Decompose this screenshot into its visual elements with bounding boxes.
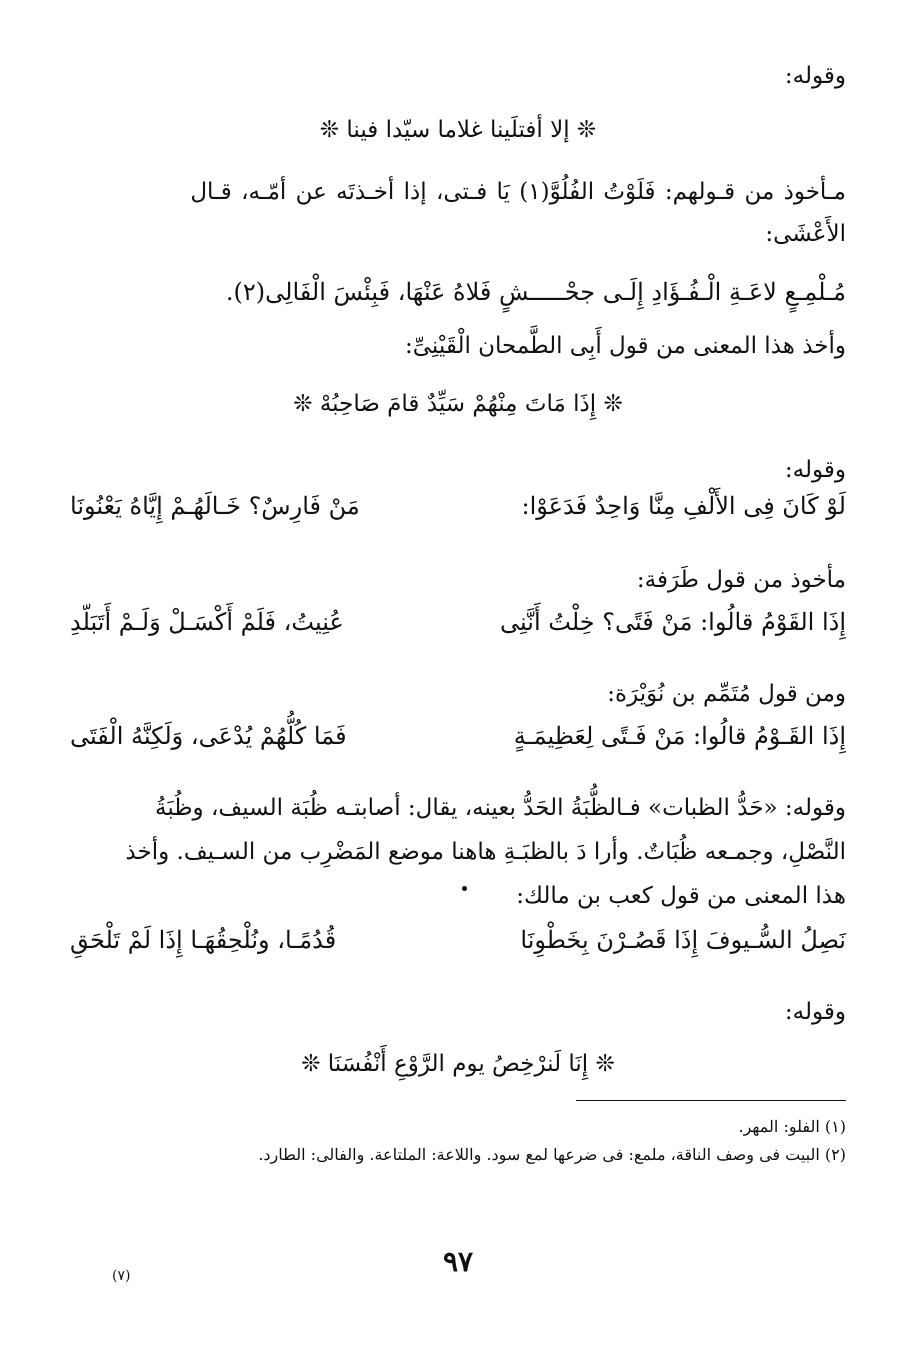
text-line: وقوله: bbox=[784, 457, 846, 483]
footnote-rule bbox=[576, 1100, 846, 1101]
verse-second-hemistich: مَنْ فَارِسٌ؟ خَـالَهُـمْ إِيَّاهُ يَعْنُونَا bbox=[70, 492, 360, 520]
text-line: مأخوذ من قول طَرَفة: bbox=[636, 567, 846, 593]
verse-first-hemistich: إِذَا القَـوْمُ قالُوا: مَنْ فَـتًى لِعَظِيمَـةٍ bbox=[513, 722, 846, 750]
text-line: وقوله: «حَدُّ الظبات» فـالظُّبَةُ الحَدُّ بعينه، يقال: أصابتـه ظُبَة السيف، وظُبَةُ bbox=[154, 795, 846, 821]
text-line: وأخذ هذا المعنى من قول أَبِى الطَّمحان الْقَيْنِىِّ: bbox=[405, 333, 846, 359]
verse-second-hemistich: قُدُمًـا، ونُلْحِقُهَـا إِذَا لَمْ تَلْحَقِ bbox=[70, 926, 337, 954]
verse-fragment: ❊ إِنَا لَنرْخِصُ يوم الرَّوْعِ أَنْفُسَنَا ❊ bbox=[301, 1051, 615, 1077]
verse-couplet bbox=[70, 486, 846, 526]
verse-second-hemistich: فَمَا كُلُّهُمْ يُدْعَى، وَلَكِنَّهُ الْفَتَى bbox=[70, 722, 347, 750]
verse-fragment: ❊ إلا أفتلَينا غلاما سيّدا فينا ❊ bbox=[319, 117, 597, 143]
verse-couplet bbox=[70, 716, 846, 756]
verse-first-hemistich: إِذَا القَوْمُ قالُوا: مَنْ فَتًى؟ خِلْتُ أَنَّنِى bbox=[500, 608, 846, 636]
verse-couplet bbox=[70, 920, 846, 960]
text-line: ومن قول مُتَمِّم بن نُوَيْرَة: bbox=[607, 681, 846, 707]
text-line: وقوله: bbox=[784, 999, 846, 1025]
verse-line: مُـلْمِـعٍ لاعَـةِ الْـفُـؤَادِ إِلَـى جحْـــــشٍ فَلاهُ عَنْهَا، فَبِئْسَ الْفَالِى(٢). bbox=[225, 278, 846, 306]
verse-second-hemistich: عُنِيتُ، فَلَمْ أَكْسَـلْ وَلَـمْ أَتَبَلّدِ bbox=[70, 608, 344, 636]
ink-dot bbox=[462, 886, 467, 891]
text-line: مـأخوذ من قـولهم: فَلَوْتُ الفُلُوَّ(١) يَا فـتى، إذا أخـذتَه عن أمّـه، قـال bbox=[190, 179, 846, 205]
footnote: (٢) البيت فى وصف الناقة، ملمع: فى ضرعها لمع سود. واللاعة: الملتاعة. والفالى: الطارد. bbox=[258, 1145, 846, 1164]
footnote: (١) الفلو: المهر. bbox=[738, 1117, 846, 1136]
verse-couplet bbox=[70, 602, 846, 642]
signature-mark: (٧) bbox=[112, 1268, 131, 1284]
text-line: وقوله: bbox=[784, 63, 846, 89]
verse-first-hemistich: نَصِلُ السُّـيوفَ إِذَا قَصُـرْنَ بِخَطْوِنَا bbox=[520, 926, 846, 954]
text-line: الأَعْشَى: bbox=[765, 221, 846, 247]
page-number: ٩٧ bbox=[442, 1245, 474, 1278]
text-line: النَّصْلِ، وجمـعه ظُبَاتٌ. وأرا دَ بالظبَـةِ هاهنا موضع المَضْرِب من السـيف. وأخذ bbox=[125, 839, 846, 865]
verse-first-hemistich: لَوْ كَانَ فِى الأَلْفِ مِنَّا وَاحِدٌ فَدَعَوْا: bbox=[521, 492, 846, 520]
verse-fragment: ❊ إِذَا مَاتَ مِنْهُمْ سَيِّدٌ قامَ صَاحِبُهْ ❊ bbox=[293, 391, 623, 417]
text-line: هذا المعنى من قول كعب بن مالك: bbox=[516, 883, 846, 909]
